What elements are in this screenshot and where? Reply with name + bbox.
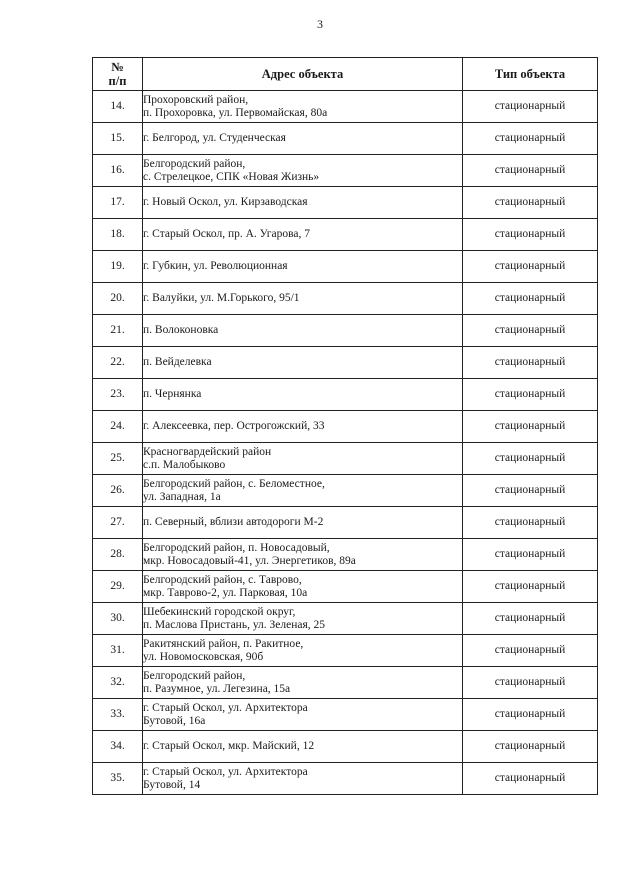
row-object-type: стационарный (463, 475, 598, 507)
row-number: 35. (93, 763, 143, 795)
row-object-type: стационарный (463, 507, 598, 539)
row-number: 26. (93, 475, 143, 507)
table-row (93, 251, 598, 283)
row-address: Красногвардейский район с.п. Малобыково (143, 443, 463, 475)
table-row (93, 91, 598, 123)
row-address: г. Старый Оскол, ул. Архитектора Бутовой, 14 (143, 763, 463, 795)
row-address: г. Старый Оскол, пр. А. Угарова, 7 (143, 219, 463, 251)
row-object-type: стационарный (463, 379, 598, 411)
header-address: Адрес объекта (143, 58, 463, 91)
table-row (93, 347, 598, 379)
header-number: № п/п (93, 58, 143, 91)
table-row (93, 635, 598, 667)
table-row (93, 763, 598, 795)
row-number: 22. (93, 347, 143, 379)
row-address: Белгородский район, с. Беломестное, ул. Западная, 1а (143, 475, 463, 507)
row-number: 31. (93, 635, 143, 667)
row-number: 27. (93, 507, 143, 539)
row-number: 32. (93, 667, 143, 699)
table-row (93, 283, 598, 315)
row-number: 16. (93, 155, 143, 187)
row-number: 21. (93, 315, 143, 347)
row-object-type: стационарный (463, 571, 598, 603)
row-object-type: стационарный (463, 123, 598, 155)
page-number: 3 (317, 17, 323, 31)
row-address: г. Новый Оскол, ул. Кирзаводская (143, 187, 463, 219)
header-type: Тип объекта (463, 58, 598, 91)
table-row (93, 219, 598, 251)
row-address: г. Алексеевка, пер. Острогожский, 33 (143, 411, 463, 443)
row-object-type: стационарный (463, 411, 598, 443)
row-number: 19. (93, 251, 143, 283)
row-address: п. Чернянка (143, 379, 463, 411)
row-address: Белгородский район, с. Таврово, мкр. Таврово-2, ул. Парковая, 10а (143, 571, 463, 603)
row-number: 33. (93, 699, 143, 731)
table-row (93, 571, 598, 603)
table-row (93, 443, 598, 475)
row-address: п. Волоконовка (143, 315, 463, 347)
row-address: Белгородский район, п. Новосадовый, мкр. Новосадовый-41, ул. Энергетиков, 89а (143, 539, 463, 571)
row-object-type: стационарный (463, 763, 598, 795)
row-number: 34. (93, 731, 143, 763)
row-number: 24. (93, 411, 143, 443)
table-row (93, 539, 598, 571)
row-number: 14. (93, 91, 143, 123)
table-row (93, 411, 598, 443)
row-object-type: стационарный (463, 539, 598, 571)
table-row (93, 475, 598, 507)
row-number: 23. (93, 379, 143, 411)
row-address: п. Северный, вблизи автодороги М-2 (143, 507, 463, 539)
table-row (93, 603, 598, 635)
row-object-type: стационарный (463, 347, 598, 379)
table-row (93, 187, 598, 219)
row-address: п. Вейделевка (143, 347, 463, 379)
row-address: Белгородский район, с. Стрелецкое, СПК «Новая Жизнь» (143, 155, 463, 187)
row-object-type: стационарный (463, 155, 598, 187)
row-object-type: стационарный (463, 251, 598, 283)
table-header-row (93, 58, 598, 91)
row-number: 29. (93, 571, 143, 603)
row-number: 18. (93, 219, 143, 251)
row-number: 30. (93, 603, 143, 635)
table-row (93, 699, 598, 731)
table-row (93, 379, 598, 411)
row-address: Шебекинский городской округ, п. Маслова Пристань, ул. Зеленая, 25 (143, 603, 463, 635)
row-address: г. Валуйки, ул. М.Горького, 95/1 (143, 283, 463, 315)
row-object-type: стационарный (463, 187, 598, 219)
row-address: Прохоровский район, п. Прохоровка, ул. Первомайская, 80а (143, 91, 463, 123)
row-address: г. Губкин, ул. Революционная (143, 251, 463, 283)
row-object-type: стационарный (463, 635, 598, 667)
row-number: 28. (93, 539, 143, 571)
row-object-type: стационарный (463, 315, 598, 347)
row-object-type: стационарный (463, 283, 598, 315)
row-object-type: стационарный (463, 731, 598, 763)
table-row (93, 507, 598, 539)
row-number: 20. (93, 283, 143, 315)
row-address: г. Старый Оскол, мкр. Майский, 12 (143, 731, 463, 763)
row-address: Белгородский район, п. Разумное, ул. Легезина, 15а (143, 667, 463, 699)
row-address: г. Старый Оскол, ул. Архитектора Бутовой, 16а (143, 699, 463, 731)
row-address: г. Белгород, ул. Студенческая (143, 123, 463, 155)
row-object-type: стационарный (463, 667, 598, 699)
table-row (93, 155, 598, 187)
objects-table (92, 57, 598, 795)
row-object-type: стационарный (463, 91, 598, 123)
row-address: Ракитянский район, п. Ракитное, ул. Новомосковская, 90б (143, 635, 463, 667)
table-row (93, 667, 598, 699)
table-row (93, 315, 598, 347)
row-object-type: стационарный (463, 219, 598, 251)
row-object-type: стационарный (463, 699, 598, 731)
row-object-type: стационарный (463, 603, 598, 635)
table-row (93, 731, 598, 763)
row-number: 17. (93, 187, 143, 219)
row-object-type: стационарный (463, 443, 598, 475)
row-number: 25. (93, 443, 143, 475)
table-row (93, 123, 598, 155)
row-number: 15. (93, 123, 143, 155)
